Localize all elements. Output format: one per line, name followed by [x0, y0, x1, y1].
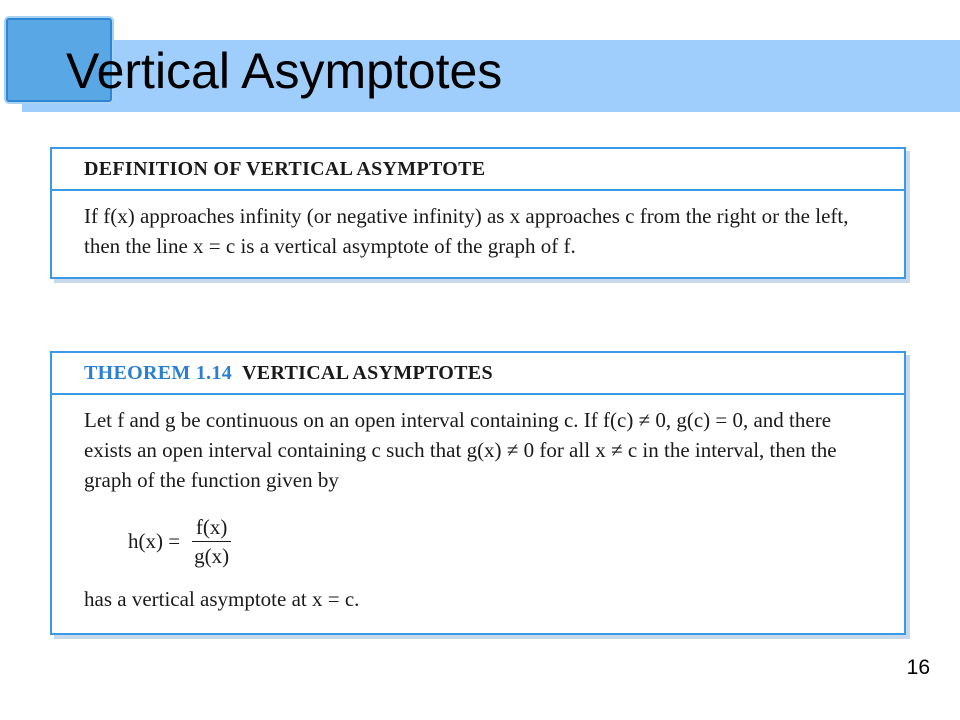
definition-text: If f(x) approaches infinity (or negative infinity) as x approaches c from the right or the left, then the line x = c is a vertical asymptote of the graph of f.	[84, 204, 849, 258]
theorem-box	[50, 351, 906, 635]
slide-title: Vertical Asymptotes	[66, 43, 503, 99]
equation-denominator: g(x)	[194, 544, 230, 568]
definition-box	[50, 147, 906, 279]
equation-numerator: f(x)	[192, 513, 231, 542]
equation-fraction	[190, 513, 233, 570]
theorem-number: THEOREM 1.14	[84, 362, 233, 384]
theorem-text: Let f and g be continuous on an open interval containing c. If f(c) ≠ 0, g(c) = 0, and there exists an open interval containing c such that g(x) ≠ 0 for all x ≠ c in the interval, then the graph of the function given by	[84, 408, 837, 492]
theorem-heading-row	[52, 353, 904, 395]
theorem-equation	[128, 513, 233, 570]
definition-heading: DEFINITION OF VERTICAL ASYMPTOTE	[52, 149, 904, 191]
theorem-heading: VERTICAL ASYMPTOTES	[242, 362, 493, 384]
equation-lhs: h(x) =	[128, 529, 181, 553]
theorem-conclusion: has a vertical asymptote at x = c.	[84, 587, 360, 611]
page-number: 16	[906, 656, 930, 679]
